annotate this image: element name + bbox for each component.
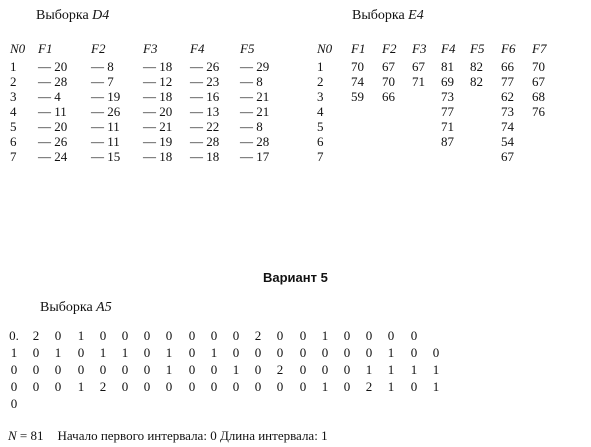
d4-header-cell: F5 <box>240 41 255 56</box>
a5-sequence-value: 0 <box>99 328 107 343</box>
first-interval-label: Начало первого интервала: <box>57 428 207 443</box>
d4-table-cell: — 7 <box>91 74 114 89</box>
d4-table-cell: — 4 <box>38 89 61 104</box>
d4-table-cell: — 21 <box>143 119 173 134</box>
a5-sequence-value: 1 <box>410 362 418 377</box>
a5-sequence-value: 2 <box>32 328 40 343</box>
e4-table-row <box>0 74 591 89</box>
d4-table-cell: — 22 <box>190 119 220 134</box>
a5-sequence-value: 1 <box>165 345 173 360</box>
e4-header-cell: F7 <box>532 41 547 56</box>
a5-sequence-value: 0 <box>210 379 218 394</box>
e4-table-row <box>0 59 591 74</box>
a5-sequence-value: 1 <box>387 379 395 394</box>
e4-header-cell: F5 <box>470 41 485 56</box>
a5-sequence-value: 0 <box>432 345 440 360</box>
a5-sequence-value: 1 <box>210 345 218 360</box>
a5-sequence-value: 0 <box>410 345 418 360</box>
e4-table-cell: 3 <box>317 89 324 104</box>
e4-table-cell: 82 <box>470 74 483 89</box>
d4-table-cell: — 26 <box>91 104 121 119</box>
d4-table-cell: — 8 <box>91 59 114 74</box>
d4-header-cell: F4 <box>190 41 205 56</box>
variant-title: Вариант 5 <box>263 270 328 285</box>
a5-sequence-value: 0 <box>188 362 196 377</box>
n-total <box>8 428 44 443</box>
a5-sequence-value: 0 <box>143 345 151 360</box>
a5-sequence-value: 0 <box>121 379 129 394</box>
a5-sequence-value: 0 <box>54 328 62 343</box>
d4-table-cell: 1 <box>10 59 17 74</box>
d4-table-cell: — 23 <box>190 74 220 89</box>
e4-header-cell: N0 <box>317 41 333 56</box>
d4-table-cell: — 8 <box>240 119 263 134</box>
a5-sequence-value: 0 <box>143 328 151 343</box>
d4-table-cell: — 18 <box>143 59 173 74</box>
d4-table-cell: 5 <box>10 119 17 134</box>
e4-table-cell: 77 <box>441 104 454 119</box>
a5-sequence-value: 1 <box>321 328 329 343</box>
d4-table-cell: — 11 <box>38 104 67 119</box>
e4-title-sample: E4 <box>408 8 424 23</box>
e4-table-cell: 4 <box>317 104 324 119</box>
d4-header-cell: F3 <box>143 41 158 56</box>
a5-sequence-value: 0 <box>387 328 395 343</box>
a5-sequence-value: 1 <box>321 379 329 394</box>
a5-sequence-value: 0 <box>32 379 40 394</box>
a5-sequence-value: 2 <box>99 379 107 394</box>
d4-title-prefix: Выборка <box>36 8 89 23</box>
a5-sequence-value: 0 <box>410 328 418 343</box>
a5-sequence-value: 0 <box>210 328 218 343</box>
d4-table-cell: — 28 <box>240 134 270 149</box>
a5-sequence-value: 0 <box>254 345 262 360</box>
a5-sequence-value: 1 <box>77 328 85 343</box>
a5-sequence-value: 1 <box>165 362 173 377</box>
d4-header-cell: N0 <box>10 41 26 56</box>
a5-sequence-value: 2 <box>276 362 284 377</box>
a5-sequence-value: 0 <box>77 362 85 377</box>
d4-table-cell: — 19 <box>91 89 121 104</box>
a5-sequence-value: 1 <box>432 379 440 394</box>
e4-table-cell: 54 <box>501 134 514 149</box>
a5-sequence-value: 0 <box>210 362 218 377</box>
a5-sequence-value: 0 <box>343 362 351 377</box>
e4-table-cell: 7 <box>317 149 324 164</box>
a5-sequence-value: 1 <box>387 345 395 360</box>
a5-sequence-value: 1 <box>99 345 107 360</box>
a5-sequence-value: 0 <box>276 345 284 360</box>
e4-header-cell: F4 <box>441 41 456 56</box>
a5-sequence-value: 0 <box>143 362 151 377</box>
a5-sequence-value: 0 <box>10 379 18 394</box>
a5-sequence-value: 0 <box>54 379 62 394</box>
e4-table-cell: 6 <box>317 134 324 149</box>
e4-table-cell: 77 <box>501 74 514 89</box>
a5-sequence-value: 1 <box>387 362 395 377</box>
d4-table-cell: — 11 <box>91 119 120 134</box>
a5-sequence-value: 0 <box>32 345 40 360</box>
d4-table-cell: — 19 <box>143 134 173 149</box>
e4-table-row <box>0 134 591 149</box>
e4-table-cell: 87 <box>441 134 454 149</box>
interval-length-value: 1 <box>321 428 328 443</box>
e4-table-cell: 71 <box>412 74 425 89</box>
a5-sequence-value: 0 <box>121 362 129 377</box>
a5-sequence-value: 0 <box>54 362 62 377</box>
d4-table-cell: 4 <box>10 104 17 119</box>
a5-sequence-value: 0 <box>299 362 307 377</box>
e4-table-cell: 5 <box>317 119 324 134</box>
d4-table-cell: — 13 <box>190 104 220 119</box>
n-value: = 81 <box>19 428 44 443</box>
d4-table-cell: 6 <box>10 134 17 149</box>
a5-sequence-value: 0 <box>143 379 151 394</box>
a5-sequence-value: 2 <box>365 379 373 394</box>
a5-title-sample: A5 <box>96 300 112 315</box>
a5-sequence-value: 0 <box>77 345 85 360</box>
a5-sequence-value: 0 <box>276 379 284 394</box>
a5-sequence-value: 1 <box>232 362 240 377</box>
d4-table-cell: — 20 <box>38 119 68 134</box>
e4-table-cell: 67 <box>532 74 545 89</box>
e4-table-cell: 62 <box>501 89 514 104</box>
interval-length-label: Длина интервала: <box>219 428 318 443</box>
a5-sequence-value: 0 <box>276 328 284 343</box>
e4-table-cell: 67 <box>501 149 514 164</box>
a5-sequence-value: 0 <box>99 362 107 377</box>
e4-table-cell: 59 <box>351 89 364 104</box>
d4-table-cell: — 15 <box>91 149 121 164</box>
e4-table-row <box>0 104 591 119</box>
e4-table-cell: 67 <box>412 59 425 74</box>
e4-table-cell: 70 <box>532 59 545 74</box>
d4-table-cell: — 18 <box>190 149 220 164</box>
e4-table-cell: 70 <box>382 74 395 89</box>
e4-table-cell: 71 <box>441 119 454 134</box>
d4-table-cell: — 20 <box>143 104 173 119</box>
d4-table-cell: — 11 <box>91 134 120 149</box>
d4-table-cell: — 8 <box>240 74 263 89</box>
e4-table-cell: 81 <box>441 59 454 74</box>
d4-table-cell: — 17 <box>240 149 270 164</box>
a5-sequence-value: 0 <box>188 345 196 360</box>
a5-sequence-value: 0 <box>299 328 307 343</box>
e4-table-cell: 74 <box>501 119 514 134</box>
a5-title-prefix: Выборка <box>40 300 93 315</box>
a5-sequence-value: 1 <box>54 345 62 360</box>
a5-sequence-value: 0 <box>10 362 18 377</box>
e4-table-cell: 73 <box>441 89 454 104</box>
d4-header-cell: F1 <box>38 41 53 56</box>
e4-table-cell: 70 <box>351 59 364 74</box>
a5-sequence-value: 0 <box>365 328 373 343</box>
e4-table-cell: 66 <box>501 59 514 74</box>
d4-table-cell: — 12 <box>143 74 173 89</box>
e4-header-cell: F2 <box>382 41 397 56</box>
d4-table-cell: — 21 <box>240 104 270 119</box>
a5-sequence-value: 0 <box>10 396 18 411</box>
d4-table-cell: 7 <box>10 149 17 164</box>
d4-title <box>36 8 109 24</box>
e4-table-cell: 74 <box>351 74 364 89</box>
d4-table-cell: — 21 <box>240 89 270 104</box>
e4-table-cell: 76 <box>532 104 545 119</box>
a5-sequence-value: 0 <box>188 379 196 394</box>
first-interval-value: 0 <box>210 428 217 443</box>
e4-header-cell: F6 <box>501 41 516 56</box>
d4-table-cell: — 26 <box>190 59 220 74</box>
a5-sequence-value: 0 <box>165 328 173 343</box>
a5-sequence-value: 0 <box>121 328 129 343</box>
e4-header-cell: F1 <box>351 41 366 56</box>
e4-table-cell: 1 <box>317 59 324 74</box>
d4-table-cell: 3 <box>10 89 17 104</box>
a5-sequence-value: 1 <box>432 362 440 377</box>
e4-table-cell: 68 <box>532 89 545 104</box>
d4-table-cell: — 28 <box>190 134 220 149</box>
a5-sequence-value: 1 <box>77 379 85 394</box>
e4-table-cell: 2 <box>317 74 324 89</box>
a5-sequence-value: 1 <box>365 362 373 377</box>
e4-title-prefix: Выборка <box>352 8 405 23</box>
a5-sequence-value: 1 <box>10 345 18 360</box>
a5-sequence-value: 0. <box>9 328 19 343</box>
e4-table-cell: 73 <box>501 104 514 119</box>
d4-table-cell: — 16 <box>190 89 220 104</box>
d4-table-cell: — 18 <box>143 149 173 164</box>
a5-sequence-value: 0 <box>232 328 240 343</box>
e4-table-cell: 66 <box>382 89 395 104</box>
d4-title-sample: D4 <box>92 8 110 23</box>
a5-sequence-value: 0 <box>254 362 262 377</box>
e4-table-row <box>0 119 591 134</box>
a5-sequence-value: 0 <box>343 379 351 394</box>
e4-header-cell: F3 <box>412 41 427 56</box>
a5-sequence-value: 0 <box>232 345 240 360</box>
e4-table <box>0 41 591 164</box>
e4-table-row <box>0 89 591 104</box>
d4-table-cell: 2 <box>10 74 17 89</box>
e4-header-row <box>0 41 591 56</box>
a5-sequence-value: 0 <box>321 345 329 360</box>
a5-sequence-value: 0 <box>299 345 307 360</box>
a5-sequence-value: 0 <box>343 345 351 360</box>
a5-sequence-value: 0 <box>32 362 40 377</box>
a5-sequence-value: 0 <box>343 328 351 343</box>
a5-sequence-value: 1 <box>121 345 129 360</box>
d4-table-cell: — 29 <box>240 59 270 74</box>
a5-sequence-value: 0 <box>254 379 262 394</box>
e4-title <box>352 8 424 24</box>
e4-table-row <box>0 149 591 164</box>
a5-sequence-value: 0 <box>165 379 173 394</box>
n-label: N <box>8 428 17 443</box>
d4-table-cell: — 24 <box>38 149 68 164</box>
d4-header-cell: F2 <box>91 41 106 56</box>
d4-table-cell: — 26 <box>38 134 68 149</box>
a5-sequence-value: 0 <box>299 379 307 394</box>
a5-footer <box>8 428 328 444</box>
a5-sequence-value: 0 <box>321 362 329 377</box>
a5-sequence-value: 2 <box>254 328 262 343</box>
e4-table-cell: 67 <box>382 59 395 74</box>
a5-sequence-value: 0 <box>410 379 418 394</box>
d4-table-cell: — 18 <box>143 89 173 104</box>
a5-sequence-value: 0 <box>365 345 373 360</box>
e4-table-cell: 69 <box>441 74 454 89</box>
a5-sequence-value: 0 <box>232 379 240 394</box>
e4-table-cell: 82 <box>470 59 483 74</box>
d4-table-cell: — 20 <box>38 59 68 74</box>
a5-title <box>40 300 112 316</box>
a5-sequence-value: 0 <box>188 328 196 343</box>
d4-table-cell: — 28 <box>38 74 68 89</box>
